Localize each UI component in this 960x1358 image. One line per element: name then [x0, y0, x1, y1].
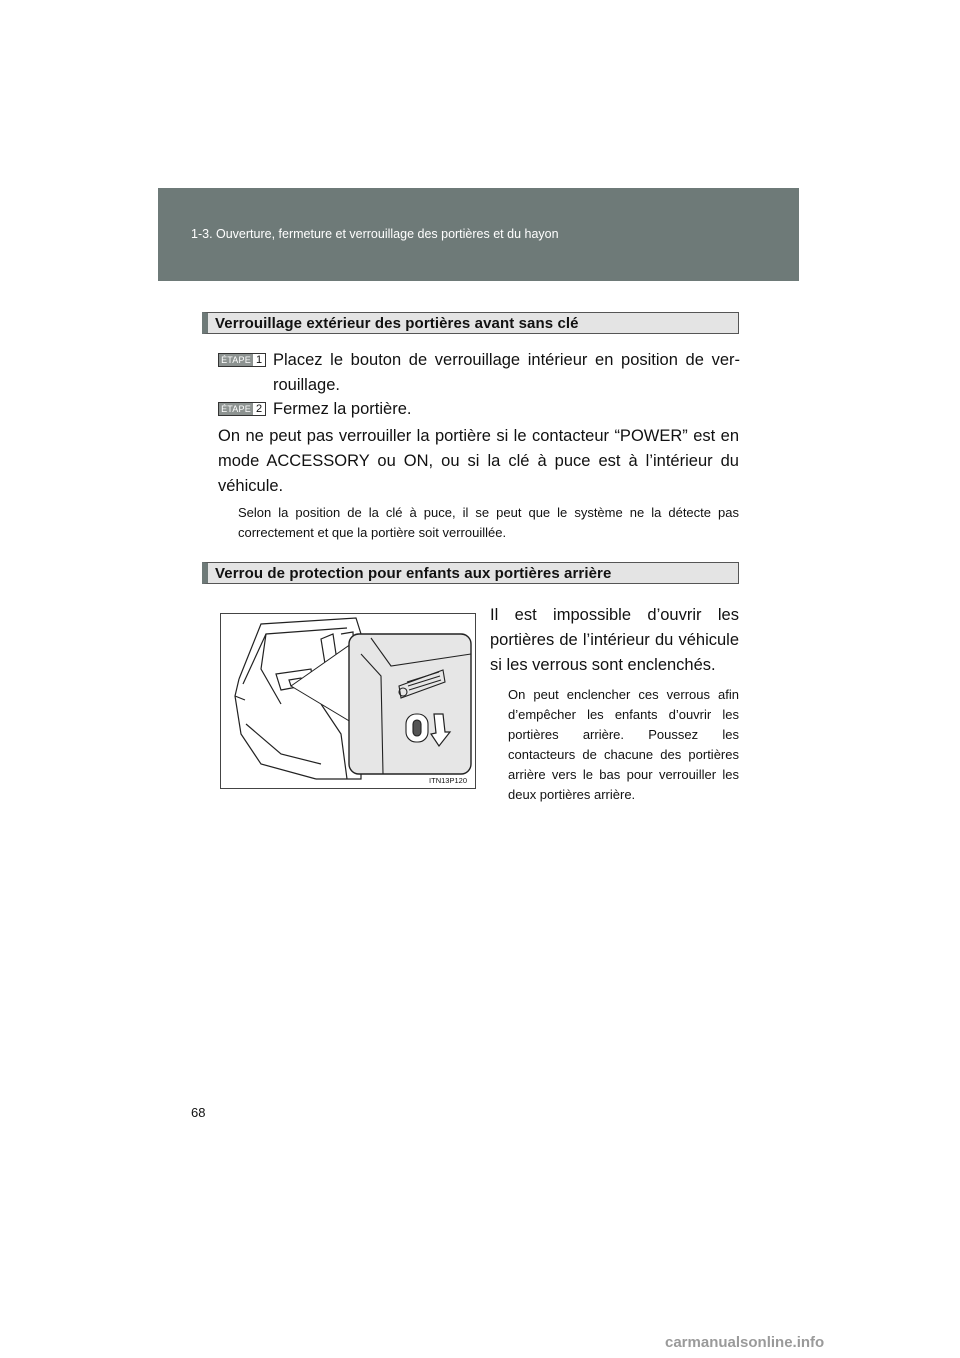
step-2-text: Fermez la portière. — [273, 400, 412, 418]
step-badge-1 — [218, 353, 266, 367]
step-label: ÉTAPE — [219, 354, 253, 366]
car-door-drawing — [221, 614, 476, 789]
section-1-paragraph: On ne peut pas verrouiller la portière si le contacteur “POWER” est en mode ACCESSORY ou ON, ou si la clé à puce est à l’intérieur du véhicule. — [218, 427, 739, 495]
step-1-text-line2: rouillage. — [273, 376, 340, 394]
section-heading-text: Verrou de protection pour enfants aux portières arrière — [215, 565, 612, 582]
step-badge-2 — [218, 402, 266, 416]
watermark: carmanualsonline.info — [665, 1334, 825, 1351]
page-number: 68 — [191, 1105, 206, 1120]
section-heading-text: Verrouillage extérieur des portières avant sans clé — [215, 315, 579, 332]
section-heading-child-lock — [202, 562, 739, 584]
section-header-title: 1-3. Ouverture, fermeture et verrouillage des portières et du hayon — [191, 227, 559, 241]
section-heading-keyless-lock — [202, 312, 739, 334]
step-number: 1 — [255, 354, 263, 366]
step-number: 2 — [255, 403, 263, 415]
step-label: ÉTAPE — [219, 403, 253, 415]
child-lock-illustration — [220, 613, 476, 789]
figure-code: ITN13P120 — [429, 776, 467, 785]
step-1-text-line1: Placez le bouton de verrouillage intérieur en position de ver- — [273, 351, 740, 369]
section-2-paragraph: Il est impossible d’ouvrir les portières de l’intérieur du véhicule si les verrous sont enclenchés. — [490, 606, 739, 674]
section-2-note: On peut enclencher ces verrous afin d’empêcher les enfants d’ouvrir les portières arrière. Poussez les contacteurs de chacune des portières arrière vers le bas pour verrouiller les deux portières arrière. — [508, 687, 739, 802]
section-1-note: Selon la position de la clé à puce, il se peut que le système ne la détecte pas correctement et que la portière soit verrouillée. — [238, 505, 739, 540]
